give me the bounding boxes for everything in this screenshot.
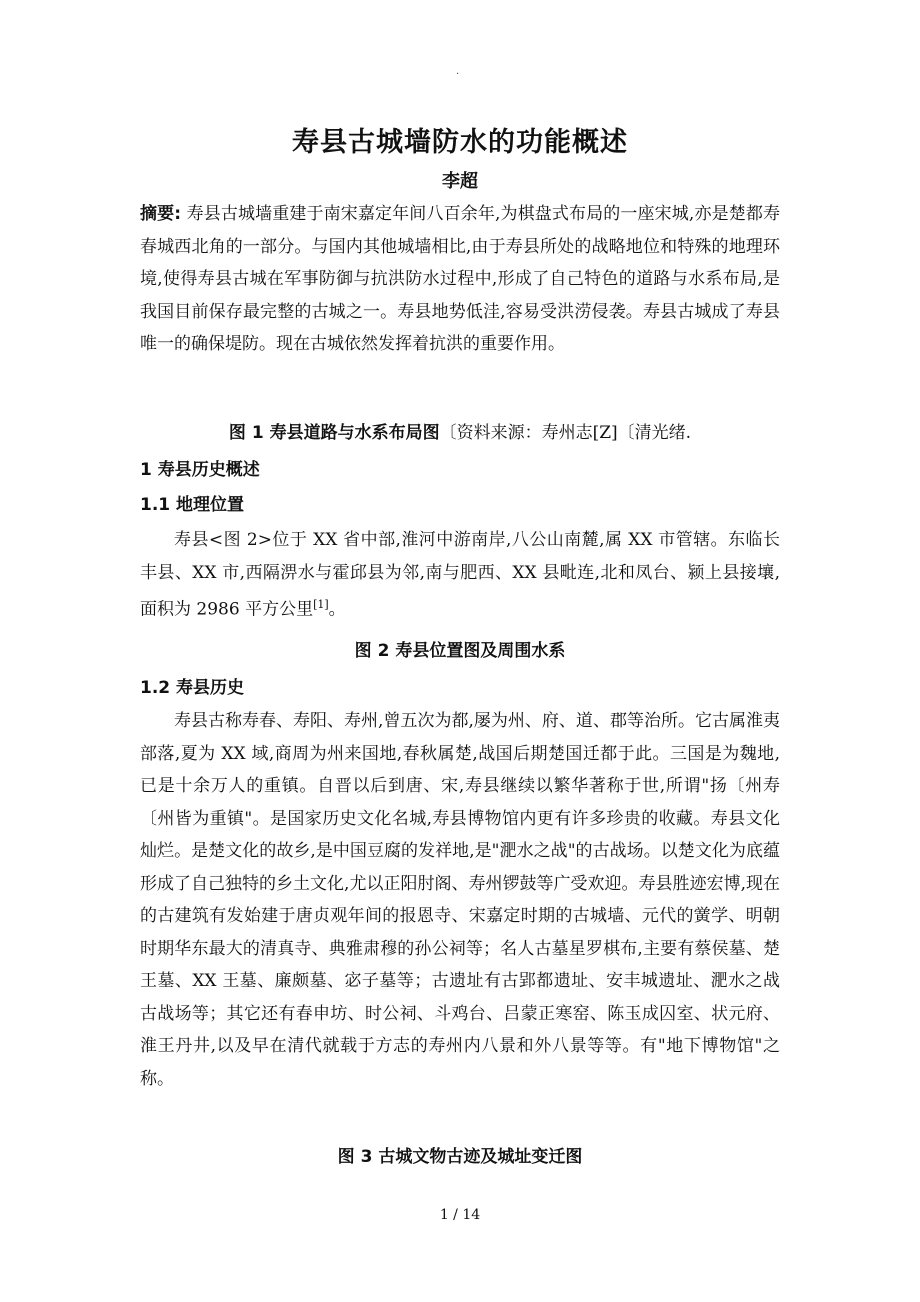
author: 李超 bbox=[442, 171, 478, 192]
abstract bbox=[140, 198, 780, 361]
figure-3-caption bbox=[0, 1142, 920, 1167]
section-1-2-heading: 1.2 寿县历史 bbox=[140, 678, 245, 698]
page-title: 寿县古城墙防水的功能概述 bbox=[292, 127, 628, 158]
abstract-text: 寿县古城墙重建于南宋嘉定年间八百余年,为棋盘式布局的一座宋城,亦是楚都寿春城西北角的一部分。与国内其他城墙相比,由于寿县所处的战略地位和特殊的地理环境,使得寿县古城在军事防御与抗洪防水过程中,形成了自己特色的道路与水系布局,是我国目前保存最完整的古城之一。寿县地势低洼,容易受洪涝侵袭。寿县古城成了寿县唯一的确保堤防。现在古城依然发挥着抗洪的重要作用。 bbox=[140, 204, 780, 354]
figure-3-label: 图 3 古城文物古迹及城址变迁图 bbox=[337, 1147, 583, 1167]
section-1-2-paragraph bbox=[140, 705, 780, 1095]
section-1-1-end: 。 bbox=[328, 599, 346, 620]
section-1-1-text: 寿县<图 2>位于 XX 省中部,淮河中游南岸,八公山南麓,属 XX 市管辖。东临长丰县、XX 市,西隔淠水与霍邱县为邻,南与肥西、XX 县毗连,北和凤台、颍上县接壤,面积为 2986 平方公里 bbox=[140, 530, 780, 620]
figure-1-label: 图 1 寿县道路与水系布局图 bbox=[228, 423, 440, 443]
section-1-1-paragraph bbox=[140, 524, 780, 626]
header-dot: . bbox=[456, 66, 460, 77]
section-1-2-text: 寿县古称寿春、寿阳、寿州,曾五次为都,屡为州、府、道、郡等治所。它古属淮夷部落,夏为 XX 域,商周为州来国地,春秋属楚,战国后期楚国迁都于此。三国是为魏地,已是十余万人的重镇。自晋以后到唐、宋,寿县继续以繁华著称于世,所谓"扬〔州寿〔州皆为重镇"。是国家历史文化名城,寿县博物馆内更有许多珍贵的收藏。寿县文化灿烂。是楚文化的故乡,是中国豆腐的发祥地,是"淝水之战"的古战场。以楚文化为底蕴形成了自己独特的乡土文化,尤以正阳肘阁、寿州锣鼓等广受欢迎。寿县胜迹宏博,现在的古建筑有发始建于唐贞观年间的报恩寺、宋嘉定时期的古城墙、元代的黉学、明朝时期华东最大的清真寺、典雅肃穆的孙公祠等；名人古墓星罗棋布,主要有蔡侯墓、楚王墓、XX 王墓、廉颇墓、宓子墓等；古遗址有古郢都遗址、安丰城遗址、淝水之战古战场等；其它还有春申坊、时公祠、斗鸡台、吕蒙正寒窑、陈玉成囚室、状元府、淮王丹井,以及早在清代就载于方志的寿州内八景和外八景等等。有"地下博物馆"之称。 bbox=[140, 711, 780, 1089]
citation-ref: [1] bbox=[313, 598, 329, 611]
figure-2-label: 图 2 寿县位置图及周围水系 bbox=[354, 641, 566, 661]
page-number: 1 / 14 bbox=[439, 1207, 481, 1223]
figure-2-caption bbox=[0, 636, 920, 661]
abstract-label: 摘要: bbox=[140, 204, 182, 224]
section-1-heading: 1 寿县历史概述 bbox=[140, 460, 260, 480]
figure-1-caption bbox=[0, 418, 920, 443]
figure-1-source: 〔资料来源：寿州志[Z]〔清光绪. bbox=[439, 423, 692, 443]
section-1-1-heading: 1.1 地理位置 bbox=[140, 495, 245, 515]
